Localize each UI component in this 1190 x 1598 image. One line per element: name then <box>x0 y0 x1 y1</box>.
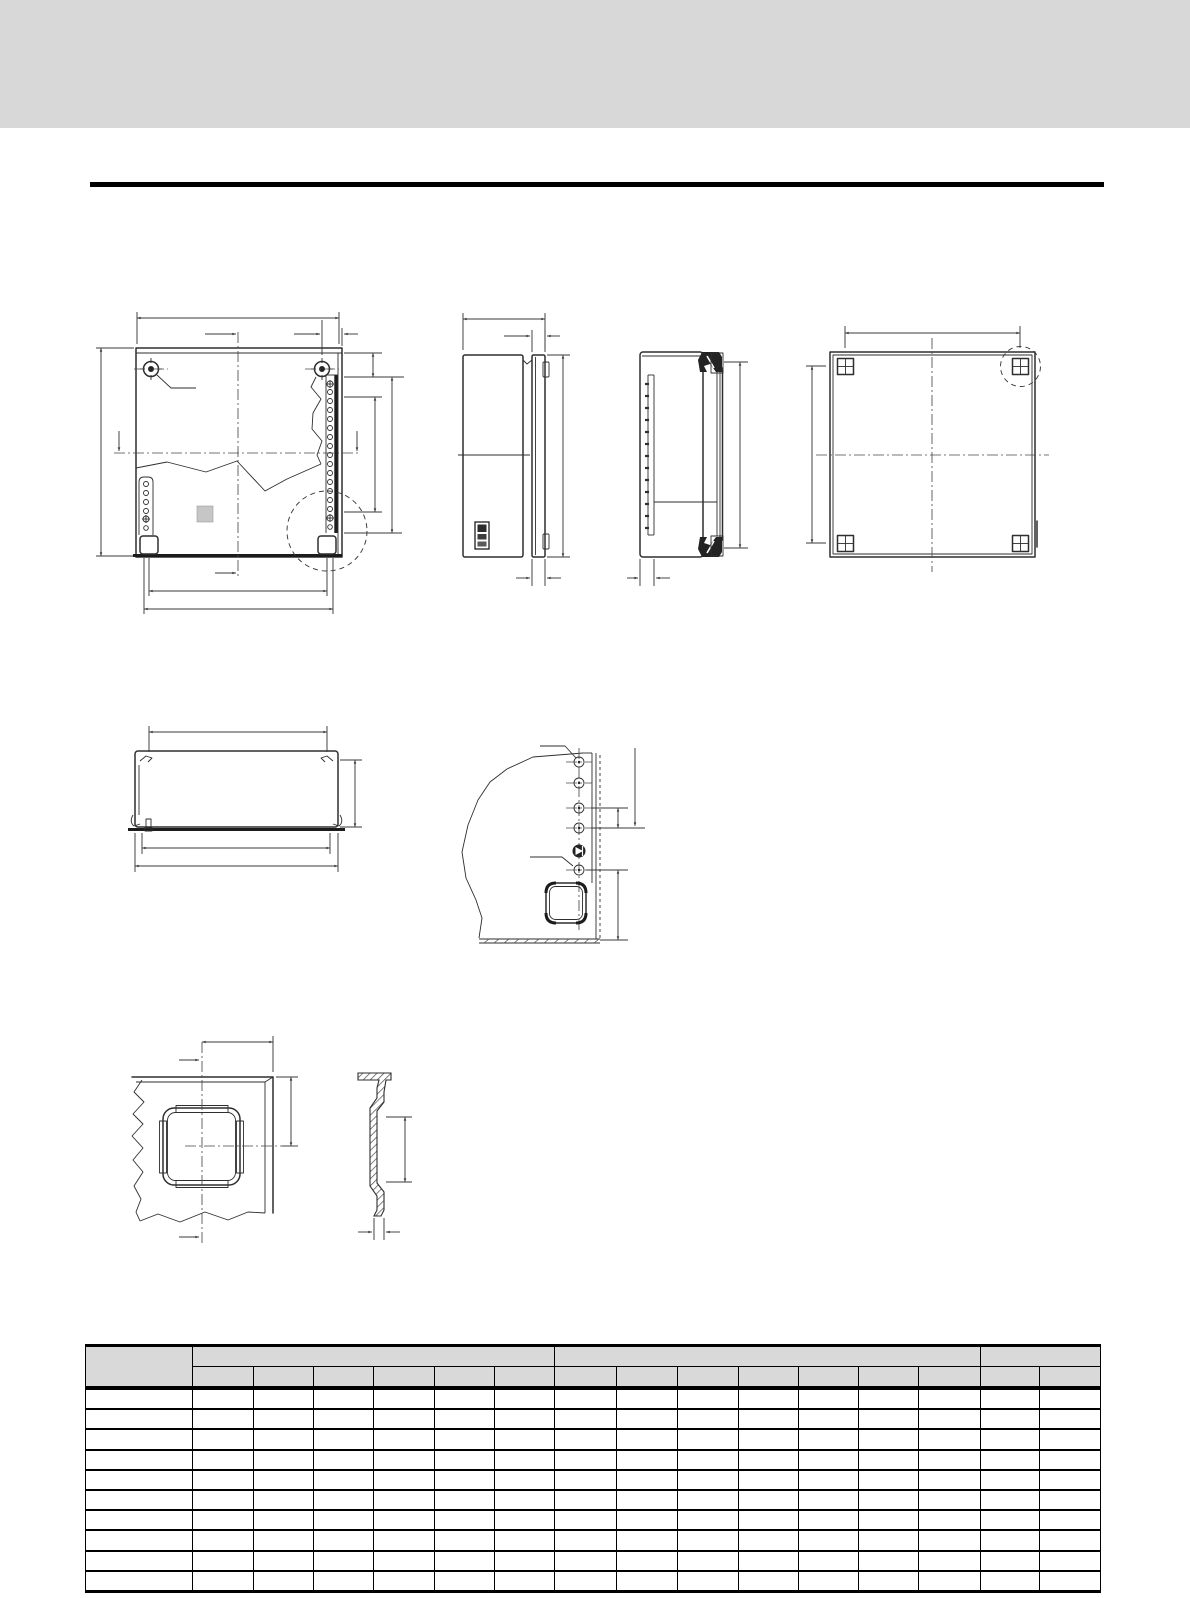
table-cell <box>555 1450 617 1470</box>
table-cell <box>799 1551 859 1571</box>
table-cell <box>314 1490 374 1510</box>
table-cell <box>739 1551 799 1571</box>
table-cell <box>193 1409 254 1429</box>
table-cell <box>555 1409 617 1429</box>
table-row <box>86 1490 1101 1510</box>
table-row-label-cell <box>86 1409 193 1429</box>
table-cell <box>435 1388 495 1409</box>
door-clip <box>543 534 549 549</box>
table-cell <box>678 1429 739 1449</box>
table-cell <box>859 1450 919 1470</box>
table-cell <box>739 1530 799 1550</box>
table-cell <box>435 1470 495 1490</box>
table-cell <box>739 1409 799 1429</box>
screw-icon <box>134 358 168 380</box>
screw-icon <box>305 358 339 380</box>
table-sub-header-1 <box>193 1367 254 1389</box>
table-cell <box>799 1429 859 1449</box>
table-cell <box>254 1510 314 1530</box>
table-group-header-2 <box>555 1346 981 1367</box>
table-cell <box>799 1450 859 1470</box>
dimensions-table-wrap <box>85 1344 1100 1593</box>
table-cell <box>193 1429 254 1449</box>
table-cell <box>314 1409 374 1429</box>
table-cell <box>374 1510 435 1530</box>
table-cell <box>859 1510 919 1530</box>
table-cell <box>678 1450 739 1470</box>
table-sub-header-13 <box>919 1367 981 1389</box>
table-cell <box>981 1470 1040 1490</box>
table-cell <box>374 1429 435 1449</box>
table-cell <box>739 1510 799 1530</box>
table-sub-header-5 <box>435 1367 495 1389</box>
hinge-bottom <box>698 536 723 557</box>
table-cell <box>1040 1490 1101 1510</box>
knockout-strip-right <box>326 375 338 533</box>
table-group-header-3 <box>981 1346 1101 1367</box>
table-cell <box>981 1571 1040 1592</box>
table-cell <box>435 1510 495 1530</box>
table-cell <box>799 1388 859 1409</box>
table-cell <box>1040 1510 1101 1530</box>
table-cell <box>919 1530 981 1550</box>
hinge-top <box>698 352 723 373</box>
table-cell <box>495 1450 555 1470</box>
table-cell <box>555 1388 617 1409</box>
dimensions-table <box>85 1344 1101 1593</box>
table-cell <box>1040 1551 1101 1571</box>
table-cell <box>981 1490 1040 1510</box>
table-cell <box>859 1388 919 1409</box>
brand-label <box>475 522 489 549</box>
table-cell <box>495 1388 555 1409</box>
table-sub-header-2 <box>254 1367 314 1389</box>
table-cell <box>193 1470 254 1490</box>
table-cell <box>919 1429 981 1449</box>
table-cell <box>374 1388 435 1409</box>
table-cell <box>799 1490 859 1510</box>
table-cell <box>799 1409 859 1429</box>
table-cell <box>374 1530 435 1550</box>
front-view <box>96 312 404 614</box>
mounting-foot <box>318 536 336 554</box>
table-cell <box>435 1551 495 1571</box>
table-row <box>86 1551 1101 1571</box>
table-row-label-cell <box>86 1450 193 1470</box>
table-cell <box>374 1551 435 1571</box>
mounting-hole <box>1013 359 1029 375</box>
ground-symbol-icon <box>573 845 586 858</box>
mounting-hole <box>838 359 854 375</box>
table-stub-header <box>86 1346 193 1389</box>
table-cell <box>254 1388 314 1409</box>
table-cell <box>254 1490 314 1510</box>
table-cell <box>314 1470 374 1490</box>
table-cell <box>799 1571 859 1592</box>
table-cell <box>254 1551 314 1571</box>
table-cell <box>859 1429 919 1449</box>
table-cell <box>435 1409 495 1429</box>
table-cell <box>739 1490 799 1510</box>
table-row-label-cell <box>86 1388 193 1409</box>
table-cell <box>859 1530 919 1550</box>
table-cell <box>374 1450 435 1470</box>
table-cell <box>254 1530 314 1550</box>
table-cell <box>1040 1409 1101 1429</box>
table-sub-header-9 <box>678 1367 739 1389</box>
table-cell <box>555 1571 617 1592</box>
table-cell <box>314 1551 374 1571</box>
top-view <box>128 726 362 872</box>
table-cell <box>1040 1571 1101 1592</box>
table-cell <box>739 1429 799 1449</box>
table-cell <box>981 1388 1040 1409</box>
door-clip <box>543 362 549 377</box>
dimension-lines <box>179 1036 298 1237</box>
table-cell <box>435 1429 495 1449</box>
table-sub-header-4 <box>374 1367 435 1389</box>
table-cell <box>254 1409 314 1429</box>
table-cell <box>555 1429 617 1449</box>
table-cell <box>374 1470 435 1490</box>
table-cell <box>678 1388 739 1409</box>
table-cell <box>617 1388 678 1409</box>
table-row <box>86 1429 1101 1449</box>
table-cell <box>919 1470 981 1490</box>
table-cell <box>678 1551 739 1571</box>
table-cell <box>374 1490 435 1510</box>
table-cell <box>435 1490 495 1510</box>
table-row-label-cell <box>86 1510 193 1530</box>
table-cell <box>314 1388 374 1409</box>
table-cell <box>495 1551 555 1571</box>
table-cell <box>193 1450 254 1470</box>
side-view-hinge <box>627 352 748 586</box>
dimension-lines <box>358 1117 412 1240</box>
table-row-label-cell <box>86 1551 193 1571</box>
table-cell <box>981 1450 1040 1470</box>
table-cell <box>981 1530 1040 1550</box>
table-cell <box>617 1571 678 1592</box>
table-cell <box>617 1450 678 1470</box>
table-cell <box>981 1510 1040 1530</box>
mounting-hole <box>1013 536 1029 552</box>
square-knockout <box>546 883 586 923</box>
table-cell <box>617 1409 678 1429</box>
table-cell <box>254 1470 314 1490</box>
dimension-lines <box>135 726 362 872</box>
table-cell <box>678 1571 739 1592</box>
table-cell <box>1040 1388 1101 1409</box>
table-row <box>86 1450 1101 1470</box>
square-knockout <box>160 1106 244 1188</box>
table-cell <box>678 1470 739 1490</box>
corner-clip <box>140 756 152 762</box>
table-row <box>86 1409 1101 1429</box>
table-cell <box>859 1409 919 1429</box>
table-sub-header-10 <box>739 1367 799 1389</box>
table-cell <box>435 1450 495 1470</box>
corner-clip <box>321 756 333 762</box>
rear-view <box>806 326 1049 572</box>
table-cell <box>859 1490 919 1510</box>
table-cell <box>495 1530 555 1550</box>
table-cell <box>254 1429 314 1449</box>
dimension-lines <box>96 312 404 614</box>
table-cell <box>739 1470 799 1490</box>
table-cell <box>919 1490 981 1510</box>
table-cell <box>193 1571 254 1592</box>
table-cell <box>555 1490 617 1510</box>
table-cell <box>555 1510 617 1530</box>
table-cell <box>678 1530 739 1550</box>
table-cell <box>193 1530 254 1550</box>
table-cell <box>919 1510 981 1530</box>
table-cell <box>495 1490 555 1510</box>
table-cell <box>435 1530 495 1550</box>
section-divider-rule <box>90 182 1104 187</box>
table-row <box>86 1470 1101 1490</box>
table-cell <box>495 1470 555 1490</box>
table-sub-header-14 <box>981 1367 1040 1389</box>
table-cell <box>859 1470 919 1490</box>
table-cell <box>1040 1530 1101 1550</box>
mounting-foot <box>140 536 158 554</box>
table-sub-header-3 <box>314 1367 374 1389</box>
side-view-closed <box>458 313 570 586</box>
table-cell <box>919 1551 981 1571</box>
table-cell <box>555 1470 617 1490</box>
table-row-label-cell <box>86 1429 193 1449</box>
table-cell <box>495 1429 555 1449</box>
table-cell <box>739 1571 799 1592</box>
table-cell <box>254 1450 314 1470</box>
knockout-section-profile <box>358 1073 412 1240</box>
table-cell <box>799 1470 859 1490</box>
table-cell <box>981 1551 1040 1571</box>
table-cell <box>617 1530 678 1550</box>
table-cell <box>981 1429 1040 1449</box>
table-cell <box>314 1450 374 1470</box>
table-row <box>86 1571 1101 1592</box>
table-sub-header-12 <box>859 1367 919 1389</box>
table-cell <box>1040 1470 1101 1490</box>
table-cell <box>859 1571 919 1592</box>
table-row-label-cell <box>86 1490 193 1510</box>
table-sub-header-7 <box>555 1367 617 1389</box>
table-cell <box>617 1470 678 1490</box>
table-row <box>86 1388 1101 1409</box>
din-strip-edge <box>645 375 654 535</box>
table-cell <box>374 1409 435 1429</box>
table-sub-header-6 <box>495 1367 555 1389</box>
table-cell <box>495 1510 555 1530</box>
table-group-header-1 <box>193 1346 555 1367</box>
table-cell <box>919 1388 981 1409</box>
table-cell <box>678 1510 739 1530</box>
table-row-label-cell <box>86 1470 193 1490</box>
table-cell <box>555 1551 617 1571</box>
table-cell <box>919 1409 981 1429</box>
knockout-column-detail <box>462 746 645 943</box>
table-row-label-cell <box>86 1530 193 1550</box>
table-cell <box>617 1490 678 1510</box>
table-cell <box>374 1571 435 1592</box>
table-cell <box>1040 1450 1101 1470</box>
table-sub-header-15 <box>1040 1367 1101 1389</box>
table-cell <box>981 1409 1040 1429</box>
table-cell <box>678 1490 739 1510</box>
table-cell <box>799 1530 859 1550</box>
table-cell <box>617 1429 678 1449</box>
table-cell <box>254 1571 314 1592</box>
table-cell <box>495 1571 555 1592</box>
table-cell <box>617 1551 678 1571</box>
table-cell <box>495 1409 555 1429</box>
dimension-lines <box>586 748 645 940</box>
table-cell <box>678 1409 739 1429</box>
table-cell <box>555 1530 617 1550</box>
mounting-hole <box>838 536 854 552</box>
table-cell <box>739 1450 799 1470</box>
table-cell <box>314 1429 374 1449</box>
gland-plate-mark <box>197 506 213 522</box>
table-cell <box>617 1510 678 1530</box>
table-cell <box>739 1388 799 1409</box>
table-cell <box>919 1571 981 1592</box>
table-cell <box>314 1530 374 1550</box>
table-cell <box>1040 1429 1101 1449</box>
table-cell <box>193 1510 254 1530</box>
table-row <box>86 1510 1101 1530</box>
dimension-drawings <box>85 298 1110 1258</box>
table-cell <box>859 1551 919 1571</box>
table-sub-header-8 <box>617 1367 678 1389</box>
table-cell <box>314 1510 374 1530</box>
page-header-band <box>0 0 1190 128</box>
table-cell <box>919 1450 981 1470</box>
table-cell <box>314 1571 374 1592</box>
table-row-label-cell <box>86 1571 193 1592</box>
table-sub-header-11 <box>799 1367 859 1389</box>
table-cell <box>193 1388 254 1409</box>
table-cell <box>799 1510 859 1530</box>
mounting-knockout-detail <box>132 1036 298 1243</box>
table-cell <box>435 1571 495 1592</box>
knockout-strip-left <box>139 477 153 535</box>
table-cell <box>193 1490 254 1510</box>
table-cell <box>193 1551 254 1571</box>
table-row <box>86 1530 1101 1550</box>
